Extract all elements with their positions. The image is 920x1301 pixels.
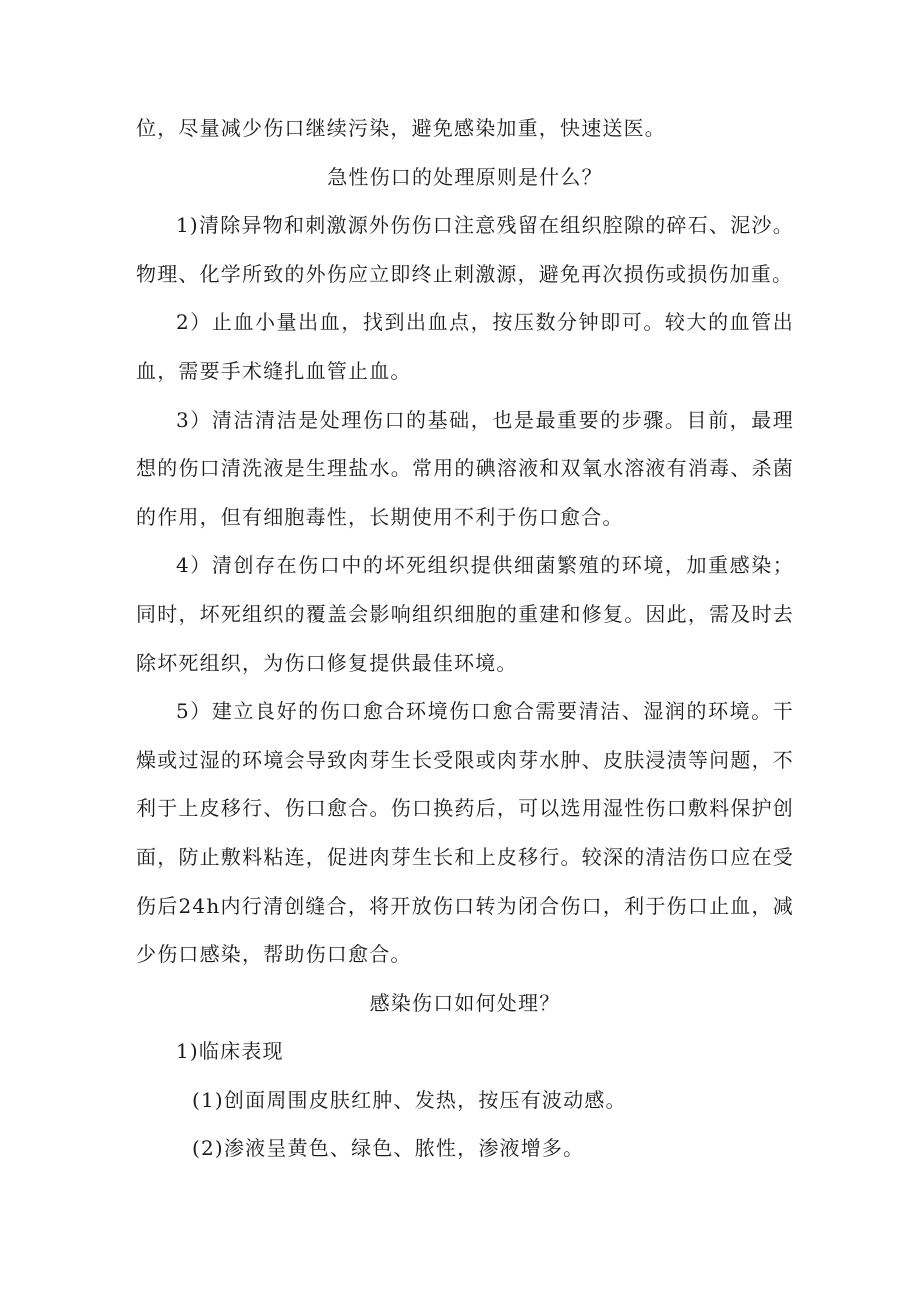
paragraph-debridement: 4）清创存在伤口中的坏死组织提供细菌繁殖的环境，加重感染；同时，坏死组织的覆盖会影响组织细胞的重建和修复。因此，需及时去除坏死组织，为伤口修复提供最佳环境。: [136, 553, 794, 675]
continued-paragraph: 位，尽量减少伤口继续污染，避免感染加重，快速送医。: [136, 116, 666, 140]
section-heading-acute-wound: 急性伤口的处理原则是什么？: [327, 164, 603, 189]
sub-heading-clinical-signs: 1)临床表现: [176, 1039, 284, 1064]
list-item-redness: (1)创面周围皮肤红肿、发热，按压有波动感。: [192, 1087, 627, 1112]
paragraph-remove-foreign-body: 1)清除异物和刺激源外伤伤口注意残留在组织腔隙的碎石、泥沙。物理、化学所致的外伤应立即终止刺激源，避免再次损伤或损伤加重。: [136, 213, 794, 286]
paragraph-hemostasis: 2）止血小量出血，找到出血点，按压数分钟即可。较大的血管出血，需要手术缝扎血管止血。: [136, 310, 794, 383]
paragraph-healing-environment: 5）建立良好的伤口愈合环境伤口愈合需要清洁、湿润的环境。干燥或过湿的环境会导致肉芽生长受限或肉芽水肿、皮肤浸渍等问题，不利于上皮移行、伤口愈合。伤口换药后，可以选用湿性伤口敷料保护创面，防止敷料粘连，促进肉芽生长和上皮移行。较深的清洁伤口应在受伤后24h内行清创缝合，将开放伤口转为闭合伤口，利于伤口止血，减少伤口感染，帮助伤口愈合。: [136, 699, 794, 967]
list-item-exudate: (2)渗液呈黄色、绿色、脓性，渗液增多。: [192, 1136, 585, 1161]
section-heading-infected-wound: 感染伤口如何处理？: [369, 990, 561, 1015]
paragraph-cleaning: 3）清洁清洁是处理伤口的基础，也是最重要的步骤。目前，最理想的伤口清洗液是生理盐水。常用的碘溶液和双氧水溶液有消毒、杀菌的作用，但有细胞毒性，长期使用不利于伤口愈合。: [136, 407, 794, 529]
